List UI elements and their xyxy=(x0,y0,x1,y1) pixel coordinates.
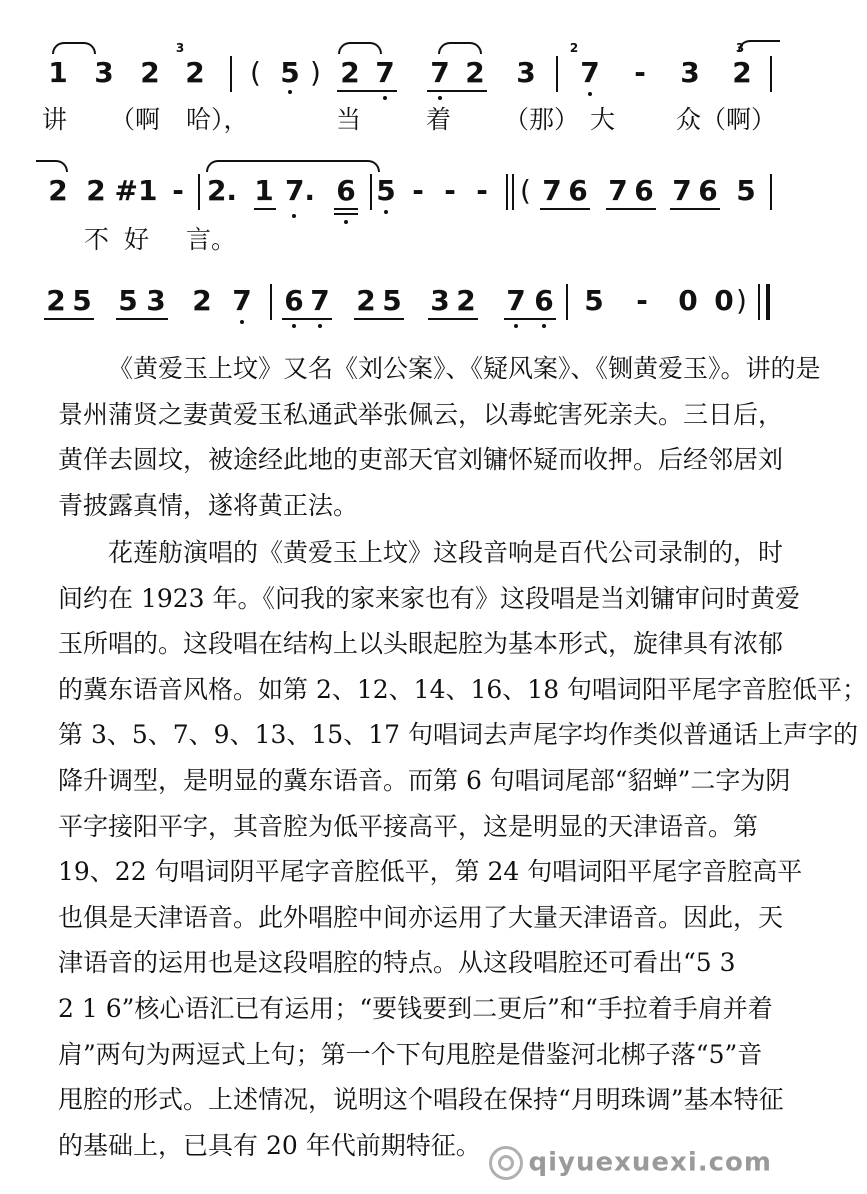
underline-beam xyxy=(606,208,656,210)
note: 3 xyxy=(146,284,166,317)
grace-note-mark: 3 xyxy=(175,41,185,55)
bar-line xyxy=(230,56,232,92)
text-line: 玉所唱的。这段唱在结构上以头眼起腔为基本形式，旋律具有浓郁 xyxy=(58,629,784,659)
note: 2 xyxy=(456,284,476,317)
score-line-3 xyxy=(0,272,810,332)
bar-line xyxy=(270,284,272,320)
text-line: 花莲舫演唱的《黄爱玉上坟》这段音响是百代公司录制的，时 xyxy=(108,538,784,567)
lyric: 讲 xyxy=(42,105,68,134)
note: 5 xyxy=(118,284,138,317)
note: 6 xyxy=(698,174,718,207)
lyric: 大 xyxy=(590,105,616,134)
slur xyxy=(438,42,482,54)
note: 7 xyxy=(580,56,600,89)
note: 5 xyxy=(376,174,396,207)
text-line: 黄佯去圆坟，被途经此地的吏部天官刘镛怀疑而收押。后经邻居刘 xyxy=(58,445,784,475)
note: 2 xyxy=(465,56,485,89)
note: 5 xyxy=(584,284,604,317)
underline-beam xyxy=(354,318,404,320)
text-line: 青披露真情，遂将黄正法。 xyxy=(58,490,359,520)
paragraph-2 xyxy=(58,530,867,1168)
note: 0 xyxy=(678,284,698,317)
note: 2 xyxy=(185,56,205,89)
note: 3 xyxy=(94,56,114,89)
underline-beam xyxy=(334,213,358,215)
final-bar-line xyxy=(766,284,770,320)
bar-line xyxy=(198,174,200,210)
bar-line xyxy=(370,174,372,210)
note: 5 xyxy=(72,284,92,317)
note: 6 xyxy=(284,284,304,317)
lyric: （那） xyxy=(504,105,580,134)
underline-beam xyxy=(540,208,590,210)
text-line: 平字接阳平字，其音腔为低平接高平，这是明显的天津语音。第 xyxy=(58,811,759,841)
note: 5 xyxy=(280,56,300,89)
slur xyxy=(735,40,780,55)
octave-dot xyxy=(292,214,296,218)
note: 2 xyxy=(86,174,106,207)
underline-beam xyxy=(504,318,556,320)
text-line: 间约在 1923 年。《问我的家来家也有》这段唱是当刘镛审问时黄爱 xyxy=(58,583,801,613)
bar-line xyxy=(566,284,568,320)
note: 6 xyxy=(336,174,356,207)
lyric: 着 xyxy=(426,105,452,134)
note: 5 xyxy=(382,284,402,317)
watermark-logo-icon xyxy=(489,1146,523,1180)
lyric: 言。 xyxy=(186,225,237,254)
note: 7 xyxy=(310,284,330,317)
note: 2 xyxy=(356,284,376,317)
note: 2 xyxy=(48,174,68,207)
slur xyxy=(206,160,380,172)
paragraph-1 xyxy=(58,346,821,528)
bar-line xyxy=(770,174,772,210)
octave-dot xyxy=(542,324,546,328)
dash: - xyxy=(476,174,488,207)
underline-beam xyxy=(282,318,332,320)
bar-line xyxy=(512,174,514,210)
note: 7 xyxy=(506,284,526,317)
octave-dot xyxy=(588,92,592,96)
note: 7 xyxy=(672,174,692,207)
score-line-2 xyxy=(0,158,810,218)
octave-dot xyxy=(514,324,518,328)
paren: ) xyxy=(736,284,747,317)
bar-line xyxy=(506,174,508,210)
paren: ( xyxy=(520,174,531,207)
note: 2 xyxy=(192,284,212,317)
grace-note-mark: 3 xyxy=(735,41,745,55)
note: 3 xyxy=(516,56,536,89)
text-line: 的冀东语音风格。如第 2、12、14、16、18 句唱词阳平尾字音腔低平； xyxy=(58,674,867,704)
note: 1 xyxy=(48,56,68,89)
note: 7. xyxy=(284,174,316,207)
lyrics-line-2 xyxy=(0,226,810,258)
note: 7 xyxy=(608,174,628,207)
underline-beam xyxy=(44,318,94,320)
underline-beam xyxy=(254,208,276,210)
note: 6 xyxy=(568,174,588,207)
text-line: 甩腔的形式。上述情况，说明这个唱段在保持“月明珠调”基本特征 xyxy=(58,1085,784,1115)
lyric: 不 xyxy=(84,225,110,254)
slur xyxy=(338,42,382,54)
octave-dot xyxy=(292,324,296,328)
underline-beam xyxy=(334,208,358,210)
note: 7 xyxy=(375,56,395,89)
note: 2 xyxy=(732,56,752,89)
note: 6 xyxy=(634,174,654,207)
text-line: 肩”两句为两逗式上句；第一个下句甩腔是借鉴河北梆子落“5”音 xyxy=(58,1039,763,1069)
dash: - xyxy=(634,56,646,89)
octave-dot xyxy=(438,96,442,100)
underline-beam xyxy=(116,318,168,320)
note: 2 xyxy=(140,56,160,89)
final-bar-line xyxy=(758,284,760,320)
text-line: 的基础上，已具有 20 年代前期特征。 xyxy=(58,1130,481,1160)
text-line: 《黄爱玉上坟》又名《刘公案》、《疑风案》、《铡黄爱玉》。讲的是 xyxy=(108,354,821,383)
text-line: 2 1 6”核心语汇已有运用；“要钱要到二更后”和“手拉着手肩并着 xyxy=(58,993,773,1023)
note: 5 xyxy=(736,174,756,207)
octave-dot xyxy=(384,210,388,214)
underline-beam xyxy=(337,90,397,92)
octave-dot xyxy=(344,220,348,224)
lyrics-line-1 xyxy=(0,106,810,138)
note: 2 xyxy=(46,284,66,317)
octave-dot xyxy=(383,96,387,100)
dash: - xyxy=(172,174,184,207)
underline-beam xyxy=(427,90,487,92)
note: 6 xyxy=(534,284,554,317)
paren: ) xyxy=(310,56,321,89)
note: 3 xyxy=(680,56,700,89)
note: #1 xyxy=(114,174,158,207)
note: 2 xyxy=(340,56,360,89)
note: 7 xyxy=(542,174,562,207)
octave-dot xyxy=(318,324,322,328)
lyric: 哈）， xyxy=(186,105,249,134)
site-watermark xyxy=(489,1146,772,1180)
bar-line xyxy=(556,56,558,92)
lyric: （啊 xyxy=(110,105,161,134)
note: 7 xyxy=(232,284,252,317)
text-line: 津语音的运用也是这段唱腔的特点。从这段唱腔还可看出“5 3 xyxy=(58,948,736,978)
paren: ( xyxy=(250,56,261,89)
slur xyxy=(36,160,68,172)
score-line-1 xyxy=(0,40,810,100)
note: 2. xyxy=(206,174,238,207)
text-line: 降升调型，是明显的冀东语音。而第 6 句唱词尾部“貂蝉”二字为阴 xyxy=(58,765,791,795)
octave-dot xyxy=(288,90,292,94)
lyric: 好 xyxy=(124,225,150,254)
text-line: 景州蒲贤之妻黄爱玉私通武举张佩云，以毒蛇害死亲夫。三日后， xyxy=(58,399,784,429)
text-line: 19、22 句唱词阴平尾字音腔低平，第 24 句唱词阳平尾字音腔高平 xyxy=(58,857,803,887)
watermark-text: qiyuexuexi.com xyxy=(528,1147,772,1178)
note: 1 xyxy=(254,174,274,207)
dash: - xyxy=(412,174,424,207)
underline-beam xyxy=(428,318,478,320)
dash: - xyxy=(444,174,456,207)
lyric: 众（啊） xyxy=(676,105,777,134)
note: 0 xyxy=(714,284,734,317)
text-line: 也俱是天津语音。此外唱腔中间亦运用了大量天津语音。因此，天 xyxy=(58,902,784,932)
underline-beam xyxy=(670,208,720,210)
octave-dot xyxy=(240,320,244,324)
lyric: 当 xyxy=(336,105,362,134)
bar-line xyxy=(770,56,772,92)
note: 7 xyxy=(430,56,450,89)
slur xyxy=(52,42,96,54)
note: 3 xyxy=(430,284,450,317)
grace-note-mark: 2 xyxy=(569,41,579,55)
text-line: 第 3、5、7、9、13、15、17 句唱词去声尾字均作类似普通话上声字的 xyxy=(58,720,858,750)
dash: - xyxy=(636,284,648,317)
